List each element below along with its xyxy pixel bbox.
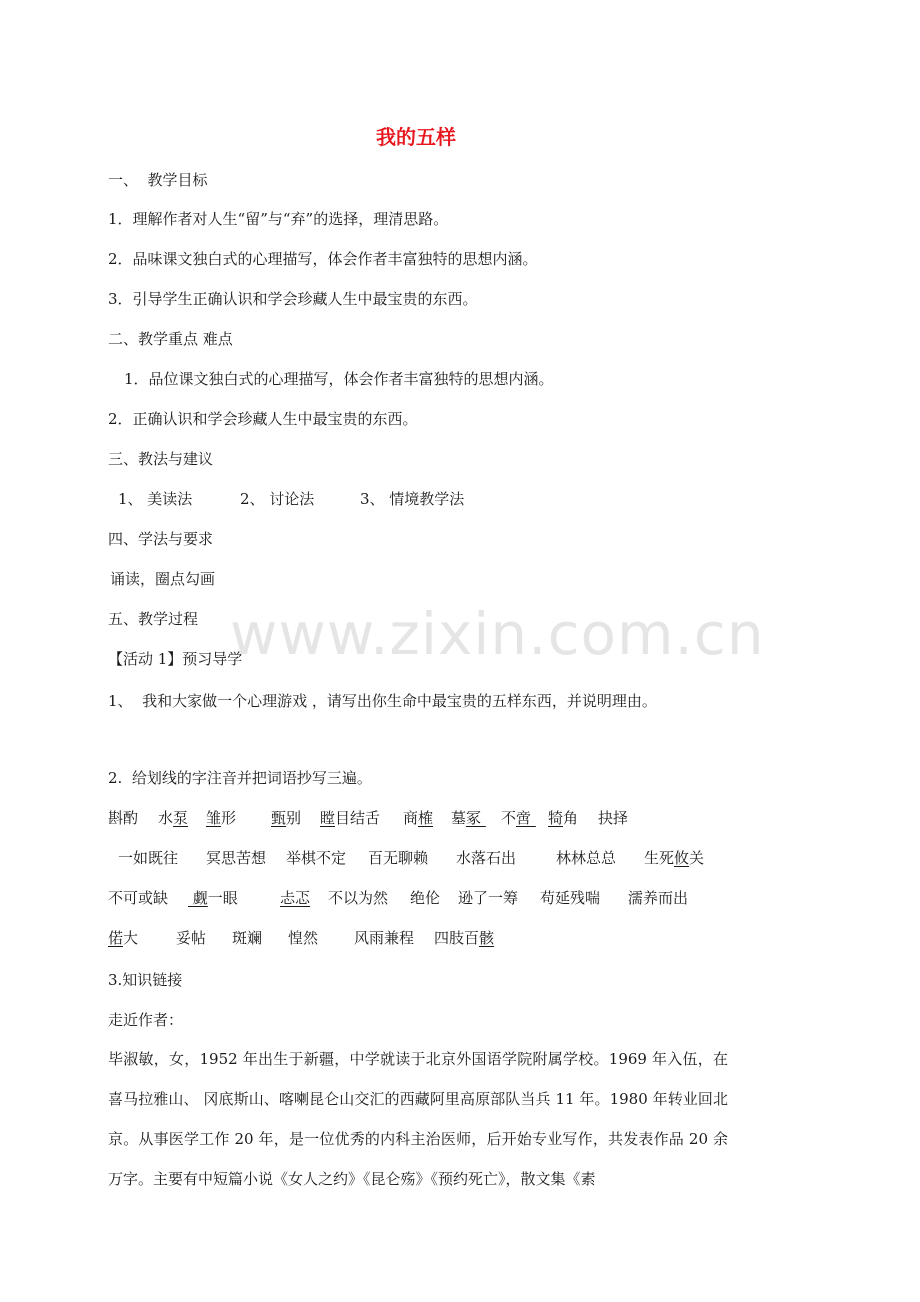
author-biography: 毕淑敏，女，1952 年出生于新疆，中学就读于北京外国语学院附属学校。1969 年入伍，在喜马拉雅山、 冈底斯山、喀喇昆仑山交汇的西藏阿里高原部队当兵 11 年。1980 年转业回北京。从事医学工作 20 年，是一位优秀的内科主治医师，后开始专业写作，共发表作品 20 余万字。主要有中短篇小说《女人之约》《昆仑殇》《预约死亡》，散文集《素 — [108, 1050, 728, 1188]
vocab-text: 斟酌 — [108, 809, 139, 827]
vocab-text: 百无聊赖 — [368, 849, 429, 867]
vocab-underlined-char: 骸 — [479, 929, 495, 947]
vocab-word — [118, 847, 178, 869]
vocab-underlined-char: 雏 — [206, 809, 222, 827]
vocab-word — [288, 927, 318, 949]
method-3: 3、 情境教学法 — [360, 490, 465, 508]
vocab-underlined-char: 瞠 — [320, 809, 336, 827]
vocab-text: 斑斓 — [232, 929, 263, 947]
task-2: 2. 给划线的字注音并把词语抄写三遍。 — [108, 769, 372, 787]
vocab-word — [280, 887, 310, 909]
objective-2: 2．品味课文独白式的心理描写，体会作者丰富独特的思想内涵。 — [108, 250, 538, 268]
method-1: 1、 美读法 — [118, 490, 193, 508]
vocab-text: 濡养而出 — [628, 889, 689, 907]
vocab-text: 生死 — [644, 849, 675, 867]
section-heading-study: 四、学法与要求 — [108, 530, 214, 548]
vocab-word — [368, 847, 428, 869]
vocab-word — [456, 847, 516, 869]
vocab-text: 逊了一筹 — [458, 889, 519, 907]
vocab-text: 抉择 — [598, 809, 629, 827]
vocab-word — [548, 807, 578, 829]
objective-3: 3．引导学生正确认识和学会珍藏人生中最宝贵的东西。 — [108, 290, 478, 308]
keypoint-1: 1．品位课文独白式的心理描写，体会作者丰富独特的思想内涵。 — [124, 370, 554, 388]
vocab-underlined-char: 觑 — [188, 889, 208, 907]
vocab-word — [410, 887, 440, 909]
method-2: 2、 讨论法 — [240, 490, 315, 508]
vocab-text: 林林总总 — [556, 849, 617, 867]
vocab-text: 大 — [123, 929, 139, 947]
vocab-word — [320, 807, 380, 829]
vocab-word — [232, 927, 262, 949]
section-heading-methods: 三、教法与建议 — [108, 450, 214, 468]
vocab-word — [434, 927, 494, 949]
vocab-text: 关 — [689, 849, 705, 867]
vocab-word — [328, 887, 388, 909]
objective-1: 1．理解作者对人生“留”与“弃”的选择，理清思路。 — [108, 210, 449, 228]
vocab-text: 不以为然 — [328, 889, 389, 907]
vocab-word — [403, 807, 433, 829]
vocab-word — [628, 887, 688, 909]
vocab-text: 举棋不定 — [286, 849, 347, 867]
vocab-word — [598, 807, 628, 829]
vocab-text: 墓 — [451, 809, 467, 827]
vocab-word — [158, 807, 188, 829]
vocab-text: 风雨兼程 — [354, 929, 415, 947]
section-heading-objectives: 一、 教学目标 — [108, 171, 208, 189]
vocab-underlined-char: 冢 — [466, 809, 486, 827]
vocab-word — [206, 807, 236, 829]
watermark: www.zixin.com.cn — [230, 600, 765, 668]
keypoint-2: 2．正确认识和学会珍藏人生中最宝贵的东西。 — [108, 410, 418, 428]
vocab-text: 一眼 — [207, 889, 238, 907]
vocab-word — [540, 887, 600, 909]
vocab-word — [286, 847, 346, 869]
vocab-word — [206, 847, 266, 869]
vocab-word — [176, 927, 206, 949]
vocab-underlined-char: 榷 — [418, 809, 434, 827]
activity-heading: 【活动 1】预习导学 — [108, 650, 243, 668]
vocab-text: 冥思苦想 — [206, 849, 267, 867]
study-requirement: 诵读，圈点勾画 — [110, 570, 216, 588]
vocab-underlined-char: 攸 — [674, 849, 690, 867]
vocab-text: 别 — [286, 809, 302, 827]
author-heading: 走近作者： — [108, 1011, 184, 1029]
task-1: 1、 我和大家做一个心理游戏 ，请写出你生命中最宝贵的五样东西，并说明理由。 — [108, 692, 657, 710]
vocab-text: 商 — [403, 809, 419, 827]
vocab-word — [108, 887, 168, 909]
vocab-word — [188, 887, 238, 909]
vocab-underlined-char: 犄 — [548, 809, 564, 827]
document-title: 我的五样 — [376, 125, 456, 149]
task-3: 3.知识链接 — [108, 971, 183, 989]
section-heading-keypoints: 二、教学重点 难点 — [108, 330, 233, 348]
vocab-text: 一如既往 — [118, 849, 179, 867]
vocab-text: 角 — [563, 809, 579, 827]
vocab-text: 形 — [221, 809, 237, 827]
vocab-word — [354, 927, 414, 949]
vocab-underlined-char: 泵 — [173, 809, 189, 827]
vocab-text: 妥帖 — [176, 929, 207, 947]
vocab-word — [451, 807, 486, 829]
vocab-text: 不 — [501, 809, 517, 827]
vocab-word — [271, 807, 301, 829]
vocab-underlined-char: 偌 — [108, 929, 124, 947]
vocab-text: 苟延残喘 — [540, 889, 601, 907]
vocab-underlined-char: 忐忑 — [280, 889, 311, 907]
vocab-word — [108, 927, 138, 949]
vocab-text: 四肢百 — [434, 929, 480, 947]
vocab-text: 不可或缺 — [108, 889, 169, 907]
vocab-underlined-char: 啻 — [516, 809, 536, 827]
vocab-text: 绝伦 — [410, 889, 441, 907]
vocab-text: 惶然 — [288, 929, 319, 947]
vocab-underlined-char: 甄 — [271, 809, 287, 827]
vocab-word — [556, 847, 616, 869]
vocab-text: 目结舌 — [335, 809, 381, 827]
vocab-word — [108, 807, 138, 829]
vocab-text: 水落石出 — [456, 849, 517, 867]
vocab-word — [644, 847, 704, 869]
vocab-word — [458, 887, 518, 909]
section-heading-process: 五、教学过程 — [108, 610, 199, 628]
vocab-word — [501, 807, 536, 829]
vocab-text: 水 — [158, 809, 174, 827]
